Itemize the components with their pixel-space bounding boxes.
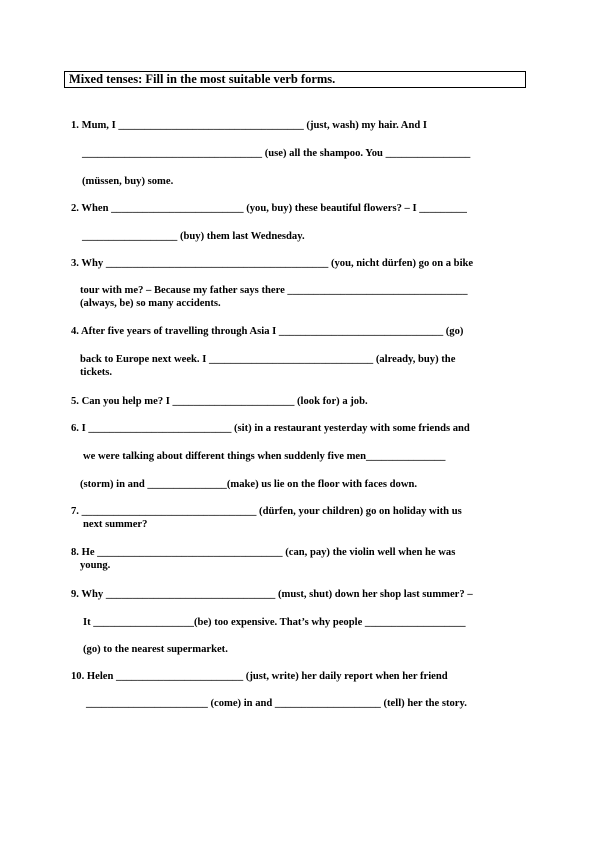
exercise-10-line-1: 10. Helen ________________________ (just, write) her daily report when her friend xyxy=(71,671,448,682)
exercise-6-line-3: (storm) in and _______________(make) us lie on the floor with faces down. xyxy=(80,479,418,490)
exercise-9-line-3: (go) to the nearest supermarket. xyxy=(83,644,228,655)
exercise-10-line-2: _______________________ (come) in and ____________________ (tell) her the story. xyxy=(86,698,467,709)
exercise-3-line-2: tour with me? – Because my father says there __________________________________ xyxy=(80,285,468,296)
exercise-1-line-2: __________________________________ (use) all the shampoo. You ________________ xyxy=(82,148,471,159)
exercise-8-line-1: 8. He ___________________________________ (can, pay) the violin well when he was xyxy=(71,547,456,558)
exercise-4-line-2: back to Europe next week. I _______________________________ (already, buy) the xyxy=(80,354,456,365)
exercise-1-line-3: (müssen, buy) some. xyxy=(82,176,174,187)
worksheet-title: Mixed tenses: Fill in the most suitable verb forms. xyxy=(64,71,526,88)
exercise-9-line-1: 9. Why ________________________________ (must, shut) down her shop last summer? – xyxy=(71,589,473,600)
exercise-7-line-2: next summer? xyxy=(83,519,148,530)
exercise-4-line-1: 4. After five years of travelling through Asia I _______________________________ (go) xyxy=(71,326,464,337)
exercise-8-line-2: young. xyxy=(80,560,111,571)
exercise-6-line-1: 6. I ___________________________ (sit) in a restaurant yesterday with some friends and xyxy=(71,423,470,434)
exercise-4-line-3: tickets. xyxy=(80,367,113,378)
exercise-6-line-2: we were talking about different things when suddenly five men_______________ xyxy=(83,451,446,462)
exercise-7-line-1: 7. _________________________________ (dürfen, your children) go on holiday with us xyxy=(71,506,462,517)
exercise-2-line-2: __________________ (buy) them last Wednesday. xyxy=(82,231,305,242)
exercise-3-line-3: (always, be) so many accidents. xyxy=(80,298,221,309)
exercise-9-line-2: It ___________________(be) too expensive. That’s why people ___________________ xyxy=(83,617,466,628)
exercise-1-line-1: 1. Mum, I ___________________________________ (just, wash) my hair. And I xyxy=(71,120,427,131)
exercise-2-line-1: 2. When _________________________ (you, buy) these beautiful flowers? – I _________ xyxy=(71,203,467,214)
exercise-5-line-1: 5. Can you help me? I _______________________ (look for) a job. xyxy=(71,396,368,407)
exercise-3-line-1: 3. Why __________________________________________ (you, nicht dürfen) go on a bike xyxy=(71,258,474,269)
